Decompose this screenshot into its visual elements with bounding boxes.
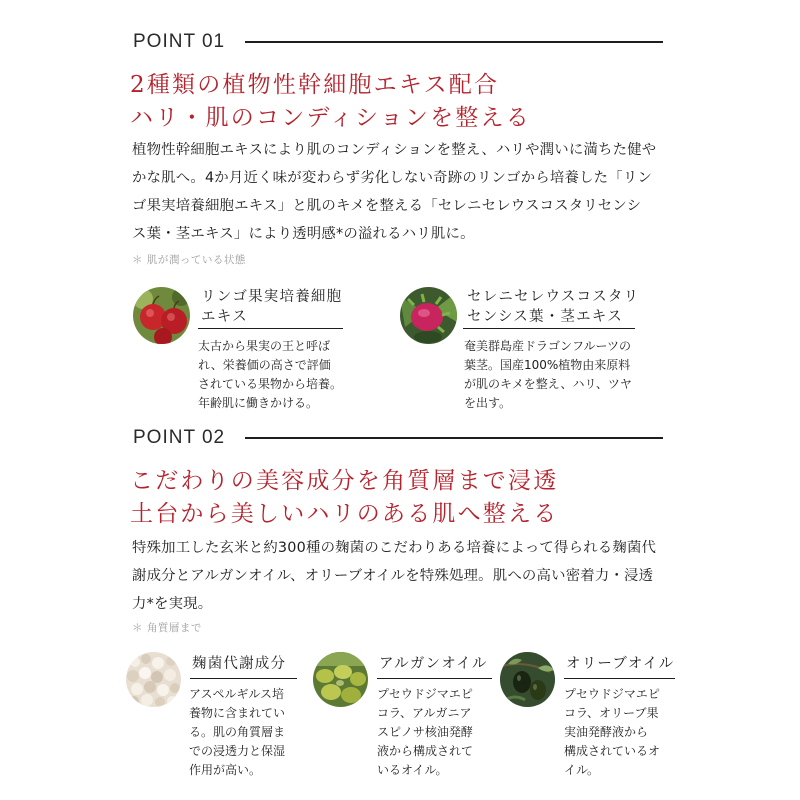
ingredient-koji-title: 麹菌代謝成分 xyxy=(192,656,287,672)
ingredient-dragon-fruit-divider xyxy=(463,328,635,329)
ingredient-koji-description: アスペルギルス培 養物に含まれてい る。肌の角質層ま での浸透力と保湿 作用が高い。 xyxy=(189,687,286,777)
point-01-divider xyxy=(245,41,663,43)
ingredient-argan-divider xyxy=(377,678,492,679)
argan-photo-icon xyxy=(313,652,368,707)
point-02-body-line2: 謝成分とアルガンオイル、オリーブオイルを特殊処理。肌への高い密着力・浸透 xyxy=(132,568,654,584)
point-01-headline-line1: 2種類の植物性幹細胞エキス配合 xyxy=(130,72,500,98)
ingredient-dragon-fruit-description: 奄美群島産ドラゴンフルーツの 葉茎。国産100%植物由来原料 が肌のキメを整え、ハリ、ツヤ を出す。 xyxy=(464,339,632,410)
point-02-headline-line2: 土台から美しいハリのある肌へ整える xyxy=(130,501,559,527)
apple-photo-icon xyxy=(133,287,190,344)
ingredient-apple-divider xyxy=(198,328,343,329)
point-02-footnote: ＊ 角質層まで xyxy=(132,622,202,634)
point-01-headline-line2: ハリ・肌のコンディションを整える xyxy=(130,105,531,131)
dragon-fruit-photo-icon xyxy=(400,287,457,344)
point-01-footnote: ＊ 肌が潤っている状態 xyxy=(132,254,246,266)
point-02-divider xyxy=(245,437,663,439)
ingredient-koji-divider xyxy=(190,678,297,679)
ingredient-dragon-fruit-title: セレニセレウスコスタリ センシス葉・茎エキス xyxy=(467,289,640,325)
point-02-headline-line1: こだわりの美容成分を角質層まで浸透 xyxy=(130,468,559,494)
point-01-body-line2: かな肌へ。4か月近く味が変わらず劣化しない奇跡のリンゴから培養した「リン xyxy=(132,170,653,186)
point-02-body xyxy=(132,534,672,618)
ingredient-argan-title: アルガンオイル xyxy=(379,656,488,672)
point-02-body-line3: 力*を実現。 xyxy=(132,596,213,612)
point-02-body-line1: 特殊加工した玄米と約300種の麹菌のこだわりある培養によって得られる麹菌代 xyxy=(132,540,657,556)
point-02-label: POINT 02 xyxy=(133,427,226,448)
ingredient-olive-title: オリーブオイル xyxy=(566,656,675,672)
point-01-body-line1: 植物性幹細胞エキスにより肌のコンディションを整え、ハリや潤いに満ちた健や xyxy=(132,142,657,158)
point-01-body-line3: ゴ果実培養細胞エキス」と肌のキメを整える「セレニセレウスコスタリセンシ xyxy=(132,198,642,214)
point-01-label: POINT 01 xyxy=(133,31,226,52)
point-01-body xyxy=(132,136,672,248)
ingredient-apple-title: リンゴ果実培養細胞 エキス xyxy=(201,289,343,325)
koji-rice-photo-icon xyxy=(126,652,181,707)
ingredient-olive-divider xyxy=(564,678,675,679)
ingredient-olive-description: プセウドジマエピ コラ、オリーブ果 実油発酵液から 構成されているオ イル。 xyxy=(564,687,661,777)
ingredient-argan-description: プセウドジマエピ コラ、アルガニア スピノサ核油発酵 液から構成されて いるオイル。 xyxy=(377,687,474,777)
point-01-body-line4: ス葉・茎エキス」により透明感*の溢れるハリ肌に。 xyxy=(132,226,475,242)
ingredient-apple-description: 太古から果実の王と呼ば れ、栄養価の高さで評価 されている果物から培養。 年齢肌に働きかける。 xyxy=(198,339,343,410)
olive-photo-icon xyxy=(500,652,555,707)
